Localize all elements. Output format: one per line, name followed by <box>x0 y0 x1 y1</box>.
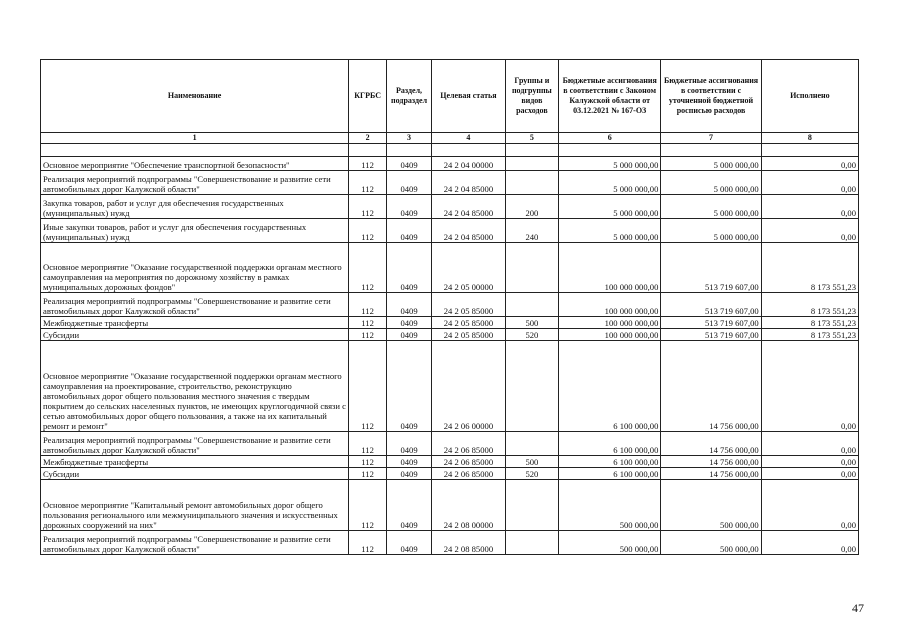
cell-name: Реализация мероприятий подпрограммы "Совершенствование и развитие сети автомобильных дорог Калужской области" <box>41 293 349 317</box>
table-row <box>41 468 859 480</box>
table-row <box>41 329 859 341</box>
cell-name: Реализация мероприятий подпрограммы "Совершенствование и развитие сети автомобильных дорог Калужской области" <box>41 432 349 456</box>
cell-vid: 500 <box>505 456 558 468</box>
cell-zakon: 6 100 000,00 <box>559 341 661 432</box>
cell-ispolneno: 8 173 551,23 <box>761 293 858 317</box>
header-rospis: Бюджетные ассигнования в соответствии с уточненной бюджетной росписью расходов <box>661 60 761 133</box>
table-row <box>41 456 859 468</box>
cell-name: Субсидии <box>41 468 349 480</box>
cell-statya: 24 2 05 85000 <box>432 317 506 329</box>
cell-vid: 200 <box>505 195 558 219</box>
cell-razdel: 0409 <box>387 171 432 195</box>
cell-vid: 500 <box>505 317 558 329</box>
cell-vid: 520 <box>505 329 558 341</box>
cell-razdel: 0409 <box>387 219 432 243</box>
table-row <box>41 171 859 195</box>
cell-vid <box>505 432 558 456</box>
table-row <box>41 317 859 329</box>
cell-kgrbs: 112 <box>349 243 387 293</box>
cell-statya: 24 2 05 85000 <box>432 293 506 317</box>
cell-zakon <box>559 144 661 157</box>
cell-ispolneno: 0,00 <box>761 195 858 219</box>
table-row <box>41 341 859 432</box>
table-row <box>41 144 859 157</box>
column-number: 7 <box>661 133 761 144</box>
cell-name: Иные закупки товаров, работ и услуг для обеспечения государственных (муниципальных) нужд <box>41 219 349 243</box>
cell-kgrbs: 112 <box>349 468 387 480</box>
table-row <box>41 293 859 317</box>
cell-statya: 24 2 04 85000 <box>432 195 506 219</box>
table-row <box>41 531 859 555</box>
cell-kgrbs: 112 <box>349 219 387 243</box>
cell-ispolneno: 0,00 <box>761 531 858 555</box>
cell-statya: 24 2 06 85000 <box>432 432 506 456</box>
cell-rospis: 500 000,00 <box>661 531 761 555</box>
header-razdel: Раздел, подраздел <box>387 60 432 133</box>
cell-razdel: 0409 <box>387 432 432 456</box>
header-name: Наименование <box>41 60 349 133</box>
cell-kgrbs: 112 <box>349 293 387 317</box>
cell-name: Закупка товаров, работ и услуг для обеспечения государственных (муниципальных) нужд <box>41 195 349 219</box>
cell-zakon: 100 000 000,00 <box>559 293 661 317</box>
cell-kgrbs: 112 <box>349 329 387 341</box>
cell-ispolneno: 0,00 <box>761 157 858 171</box>
cell-razdel <box>387 144 432 157</box>
column-number: 2 <box>349 133 387 144</box>
column-number-row <box>41 133 859 144</box>
header-statya: Целевая статья <box>432 60 506 133</box>
cell-vid: 240 <box>505 219 558 243</box>
cell-vid <box>505 171 558 195</box>
cell-name: Основное мероприятие "Капитальный ремонт автомобильных дорог общего пользования регионального или межмуниципального значения и искусственных дорожных сооружений на них" <box>41 480 349 531</box>
cell-ispolneno: 0,00 <box>761 468 858 480</box>
table-row <box>41 243 859 293</box>
cell-statya: 24 2 06 85000 <box>432 456 506 468</box>
cell-statya: 24 2 06 00000 <box>432 341 506 432</box>
cell-statya: 24 2 08 00000 <box>432 480 506 531</box>
cell-kgrbs: 112 <box>349 157 387 171</box>
cell-ispolneno <box>761 144 858 157</box>
cell-zakon: 5 000 000,00 <box>559 195 661 219</box>
cell-razdel: 0409 <box>387 456 432 468</box>
cell-vid <box>505 157 558 171</box>
table-row <box>41 195 859 219</box>
cell-name: Основное мероприятие "Оказание государственной поддержки органам местного самоуправления на проектирование, строительство, реконструкцию автомобильных дорог общего пользования местного значения с твердым покрытием до сельских населенных пунктов, не имеющих круглогодичной связи с сетью автомобильных дорог общего пользования, а также на их капитальный ремонт и ремонт" <box>41 341 349 432</box>
cell-statya: 24 2 05 85000 <box>432 329 506 341</box>
cell-ispolneno: 0,00 <box>761 480 858 531</box>
cell-kgrbs: 112 <box>349 432 387 456</box>
table-row <box>41 480 859 531</box>
cell-razdel: 0409 <box>387 293 432 317</box>
table-row <box>41 432 859 456</box>
cell-vid: 520 <box>505 468 558 480</box>
cell-zakon: 5 000 000,00 <box>559 171 661 195</box>
column-number: 8 <box>761 133 858 144</box>
cell-ispolneno: 0,00 <box>761 432 858 456</box>
cell-kgrbs: 112 <box>349 531 387 555</box>
header-vid: Группы и подгруппы видов расходов <box>505 60 558 133</box>
column-number: 3 <box>387 133 432 144</box>
cell-zakon: 500 000,00 <box>559 531 661 555</box>
cell-rospis: 14 756 000,00 <box>661 456 761 468</box>
cell-zakon: 100 000 000,00 <box>559 329 661 341</box>
cell-kgrbs: 112 <box>349 317 387 329</box>
cell-ispolneno: 0,00 <box>761 219 858 243</box>
cell-rospis: 14 756 000,00 <box>661 468 761 480</box>
cell-zakon: 100 000 000,00 <box>559 243 661 293</box>
cell-ispolneno: 0,00 <box>761 171 858 195</box>
header-kgrbs: КГРБС <box>349 60 387 133</box>
cell-vid <box>505 243 558 293</box>
cell-name: Основное мероприятие "Оказание государственной поддержки органам местного самоуправления на мероприятия по дорожному хозяйству в рамках муниципальных дорожных фондов" <box>41 243 349 293</box>
cell-razdel: 0409 <box>387 531 432 555</box>
cell-razdel: 0409 <box>387 468 432 480</box>
cell-vid <box>505 480 558 531</box>
cell-razdel: 0409 <box>387 317 432 329</box>
cell-statya: 24 2 08 85000 <box>432 531 506 555</box>
cell-kgrbs: 112 <box>349 480 387 531</box>
cell-razdel: 0409 <box>387 341 432 432</box>
cell-ispolneno: 8 173 551,23 <box>761 243 858 293</box>
cell-zakon: 500 000,00 <box>559 480 661 531</box>
table-row <box>41 157 859 171</box>
cell-name: Реализация мероприятий подпрограммы "Совершенствование и развитие сети автомобильных дорог Калужской области" <box>41 531 349 555</box>
cell-statya: 24 2 06 85000 <box>432 468 506 480</box>
header-ispolneno: Исполнено <box>761 60 858 133</box>
cell-kgrbs: 112 <box>349 171 387 195</box>
cell-zakon: 5 000 000,00 <box>559 157 661 171</box>
cell-zakon: 6 100 000,00 <box>559 456 661 468</box>
cell-zakon: 6 100 000,00 <box>559 432 661 456</box>
cell-zakon: 100 000 000,00 <box>559 317 661 329</box>
cell-statya: 24 2 04 85000 <box>432 219 506 243</box>
cell-name: Межбюджетные трансферты <box>41 317 349 329</box>
cell-razdel: 0409 <box>387 243 432 293</box>
cell-name: Основное мероприятие "Обеспечение транспортной безопасности" <box>41 157 349 171</box>
cell-vid <box>505 144 558 157</box>
cell-rospis: 513 719 607,00 <box>661 293 761 317</box>
cell-razdel: 0409 <box>387 480 432 531</box>
cell-ispolneno: 8 173 551,23 <box>761 329 858 341</box>
budget-table <box>40 59 859 555</box>
cell-razdel: 0409 <box>387 157 432 171</box>
cell-rospis: 5 000 000,00 <box>661 219 761 243</box>
header-zakon: Бюджетные ассигнования в соответствии с Законом Калужской области от 03.12.2021 № 167-ОЗ <box>559 60 661 133</box>
cell-rospis: 5 000 000,00 <box>661 157 761 171</box>
cell-zakon: 6 100 000,00 <box>559 468 661 480</box>
cell-ispolneno: 0,00 <box>761 456 858 468</box>
cell-rospis: 513 719 607,00 <box>661 317 761 329</box>
cell-vid <box>505 531 558 555</box>
cell-zakon: 5 000 000,00 <box>559 219 661 243</box>
cell-statya <box>432 144 506 157</box>
cell-statya: 24 2 04 00000 <box>432 157 506 171</box>
cell-rospis: 14 756 000,00 <box>661 341 761 432</box>
cell-kgrbs: 112 <box>349 341 387 432</box>
cell-name: Субсидии <box>41 329 349 341</box>
cell-rospis <box>661 144 761 157</box>
table-row <box>41 219 859 243</box>
cell-kgrbs <box>349 144 387 157</box>
cell-kgrbs: 112 <box>349 195 387 219</box>
header-row <box>41 60 859 133</box>
cell-rospis: 14 756 000,00 <box>661 432 761 456</box>
cell-rospis: 5 000 000,00 <box>661 195 761 219</box>
cell-vid <box>505 341 558 432</box>
cell-rospis: 513 719 607,00 <box>661 243 761 293</box>
cell-razdel: 0409 <box>387 195 432 219</box>
column-number: 4 <box>432 133 506 144</box>
cell-ispolneno: 8 173 551,23 <box>761 317 858 329</box>
cell-rospis: 500 000,00 <box>661 480 761 531</box>
cell-statya: 24 2 04 85000 <box>432 171 506 195</box>
cell-name <box>41 144 349 157</box>
cell-kgrbs: 112 <box>349 456 387 468</box>
column-number: 1 <box>41 133 349 144</box>
cell-rospis: 513 719 607,00 <box>661 329 761 341</box>
cell-razdel: 0409 <box>387 329 432 341</box>
cell-ispolneno: 0,00 <box>761 341 858 432</box>
page-number: 47 <box>852 601 864 615</box>
cell-rospis: 5 000 000,00 <box>661 171 761 195</box>
cell-name: Межбюджетные трансферты <box>41 456 349 468</box>
column-number: 6 <box>559 133 661 144</box>
cell-vid <box>505 293 558 317</box>
cell-name: Реализация мероприятий подпрограммы "Совершенствование и развитие сети автомобильных дорог Калужской области" <box>41 171 349 195</box>
cell-statya: 24 2 05 00000 <box>432 243 506 293</box>
column-number: 5 <box>505 133 558 144</box>
